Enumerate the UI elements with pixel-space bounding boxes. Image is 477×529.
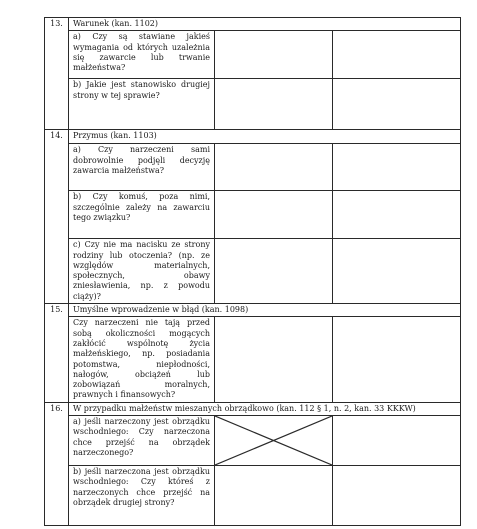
section-title: Przymus (kan. 1103) — [69, 130, 461, 144]
question-text: b) jeśli narzeczona jest obrządku wschodniego: Czy któreś z narzeczonych chce przejść na obrządek drugiej strony? — [73, 467, 210, 507]
question-text: c) Czy nie ma nacisku ze strony rodziny lub otoczenia? (np. ze względów materialnych, społecznych, obawy zniesławienia, np. z powodu ciąży)? — [73, 240, 210, 301]
answer-field-bride[interactable] — [333, 79, 461, 130]
section-title: Warunek (kan. 1102) — [69, 18, 461, 31]
question-text: a) jeśli narzeczony jest obrządku wschodniego: Czy narzeczona chce przejść na obrządek narzeczonego? — [73, 417, 210, 457]
section-title: Umyślne wprowadzenie w błąd (kan. 1098) — [69, 304, 461, 317]
answer-field-groom[interactable] — [215, 466, 333, 526]
answer-field-bride[interactable] — [333, 416, 461, 466]
question-cell — [69, 31, 215, 79]
answer-field-bride[interactable] — [333, 191, 461, 239]
question-cell — [69, 239, 215, 304]
answer-field-bride[interactable] — [333, 466, 461, 526]
question-text: a) Czy narzeczeni sami dobrowolnie podjęli decyzję zawarcia małżeństwa? — [73, 145, 210, 175]
section-number: 13. — [45, 18, 69, 130]
answer-field-groom[interactable] — [215, 317, 333, 402]
answer-field-groom[interactable] — [215, 239, 333, 304]
question-text: b) Jakie jest stanowisko drugiej strony w tej sprawie? — [73, 80, 210, 100]
question-text: Czy narzeczeni nie tają przed sobą okoliczności mogących zakłócić wspólnotę życia małżeńskiego, np. posiadania potomstwa, niepłodności, nałogów, obciążeń lub zobowiązań moralnych, prawnych i finansowych? — [73, 318, 210, 400]
question-cell — [69, 79, 215, 130]
answer-field-bride[interactable] — [333, 239, 461, 304]
section-title: W przypadku małżeństw mieszanych obrządkowo (kan. 112 § 1, n. 2, kan. 33 KKKW) — [69, 402, 461, 415]
question-cell — [69, 191, 215, 239]
section-number: 15. — [45, 304, 69, 403]
section-number: 16. — [45, 402, 69, 525]
not-applicable-cell — [215, 416, 333, 466]
cross-out-mark — [215, 416, 332, 465]
answer-field-bride[interactable] — [333, 144, 461, 191]
answer-field-groom[interactable] — [215, 191, 333, 239]
question-cell — [69, 416, 215, 466]
answer-field-groom[interactable] — [215, 31, 333, 79]
answer-field-bride[interactable] — [333, 31, 461, 79]
answer-field-groom[interactable] — [215, 144, 333, 191]
answer-field-bride[interactable] — [333, 317, 461, 402]
question-cell — [69, 317, 215, 402]
question-cell — [69, 466, 215, 526]
question-text: a) Czy są stawiane jakieś wymagania od których uzależnia się zawarcie lub trwanie małżeństwa? — [73, 32, 210, 73]
section-number: 14. — [45, 130, 69, 304]
answer-field-groom[interactable] — [215, 79, 333, 130]
interview-form-table — [44, 17, 461, 526]
question-cell — [69, 144, 215, 191]
question-text: b) Czy komuś, poza nimi, szczególnie zależy na zawarciu tego związku? — [73, 192, 210, 222]
